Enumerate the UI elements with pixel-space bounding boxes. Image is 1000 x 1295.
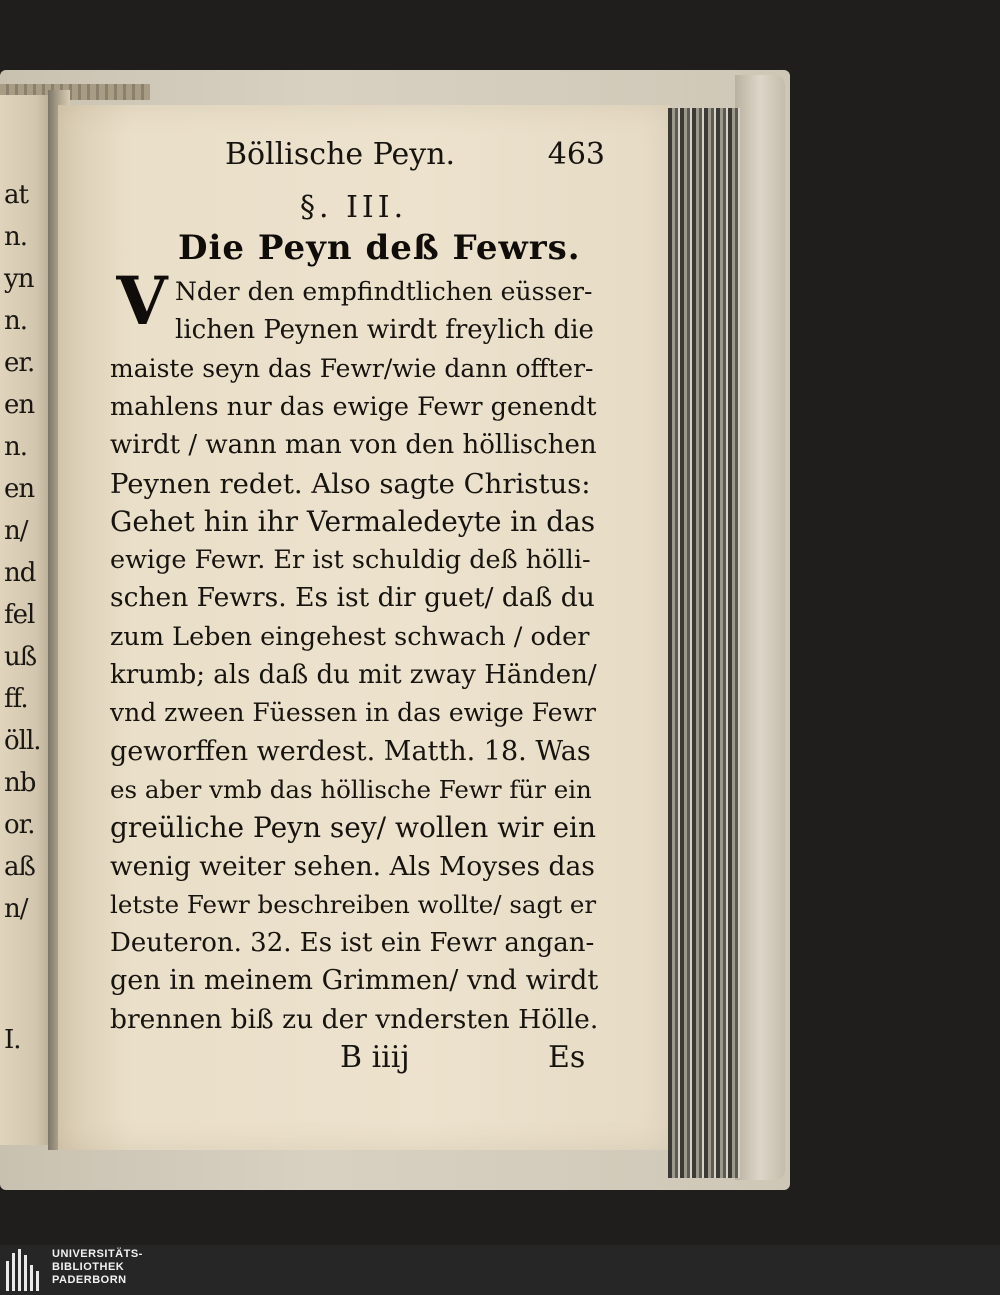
chapter-title: Die Peyn deß Fewrs. — [178, 228, 581, 268]
body-text-line: letste Fewr beschreiben wollte/ sagt er — [110, 889, 597, 919]
left-page-fragment: n. — [4, 432, 28, 462]
library-name-line-1: UNIVERSITÄTS- — [52, 1248, 143, 1260]
body-text-line: mahlens nur das ewige Fewr genendt — [110, 391, 597, 422]
body-text-line: vnd zween Füessen in das ewige Fewr — [110, 698, 596, 728]
page-header — [225, 137, 605, 183]
left-page-fragment: or. — [4, 810, 35, 840]
left-page-fragment: n/ — [4, 894, 28, 924]
catchword: Es — [548, 1040, 586, 1075]
section-number: §. III. — [300, 190, 408, 225]
book-cover-edge — [735, 75, 785, 1180]
left-page-fragment: en — [4, 474, 35, 504]
left-page-fragment: en — [4, 390, 35, 420]
left-page-fragment: nb — [4, 768, 36, 798]
left-page-fragment: I. — [4, 1025, 21, 1055]
body-text-line: lichen Peynen wirdt freylich die — [175, 315, 594, 346]
body-text-line: wirdt / wann man von den höllischen — [110, 430, 597, 461]
left-page — [0, 95, 52, 1145]
body-text-line: ewige Fewr. Er ist schuldig deß hölli- — [110, 545, 591, 576]
library-name — [52, 1248, 143, 1287]
left-page-fragment: n. — [4, 222, 28, 252]
left-page-fragment: aß — [4, 852, 35, 882]
body-text-line: schen Fewrs. Es ist dir guet/ daß du — [110, 582, 595, 614]
body-text-line: geworffen werdest. Matth. 18. Was — [110, 735, 591, 767]
body-text-line: maiste seyn das Fewr/wie dann offter- — [110, 353, 594, 383]
left-page-fragment: n. — [4, 306, 28, 336]
body-text-line: Deuteron. 32. Es ist ein Fewr angan- — [110, 928, 595, 959]
library-logo-icon — [6, 1249, 46, 1291]
left-page-fragment: ff. — [4, 684, 28, 714]
library-banner — [0, 1245, 1000, 1295]
body-text-line: es aber vmb das höllische Fewr für ein — [110, 774, 592, 804]
page-fore-edge — [668, 108, 740, 1178]
drop-cap: V — [116, 262, 168, 340]
left-page-fragment: uß — [4, 642, 37, 672]
body-text-line: gen in meinem Grimmen/ vnd wirdt — [110, 965, 599, 997]
left-page-fragment: yn — [4, 264, 34, 294]
library-name-line-2: BIBLIOTHEK — [52, 1261, 125, 1273]
body-text-line: greüliche Peyn sey/ wollen wir ein — [110, 811, 597, 845]
left-page-fragment: nd — [4, 558, 36, 588]
library-name-line-3: PADERBORN — [52, 1274, 127, 1286]
body-text-line: Gehet hin ihr Vermaledeyte in das — [110, 504, 596, 538]
left-page-fragment: fel — [4, 600, 35, 630]
body-text-line: zum Leben eingehest schwach / oder — [110, 621, 590, 652]
body-text-line: wenig weiter sehen. Als Moyses das — [110, 850, 595, 882]
body-text-line: brennen biß zu der vndersten Hölle. — [110, 1003, 599, 1035]
left-page-fragment: n/ — [4, 516, 28, 546]
body-text-line: Peynen redet. Also sagte Christus: — [110, 467, 591, 500]
signature-mark: B iiij — [340, 1040, 410, 1075]
running-head: Böllische Peyn. — [225, 137, 456, 172]
body-text-line: Nder den empfindtlichen eüsser- — [175, 277, 593, 306]
left-page-fragment: öll. — [4, 726, 41, 756]
left-page-fragment: at — [4, 180, 28, 210]
page-number: 463 — [547, 137, 605, 172]
body-text-line: krumb; als daß du mit zway Händen/ — [110, 660, 597, 690]
left-page-fragment: er. — [4, 348, 35, 378]
